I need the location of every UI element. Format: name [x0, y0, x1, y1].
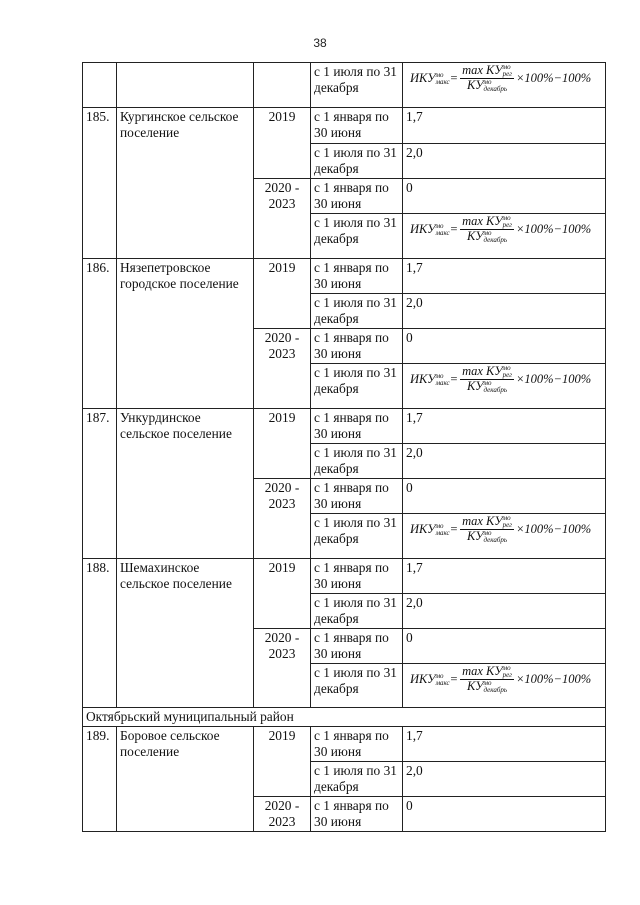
formula-tail: ×100%−100%	[515, 521, 592, 536]
year: 2019	[254, 108, 311, 179]
formula-cell	[403, 664, 606, 708]
numerator-text: max КУ	[462, 364, 503, 378]
period: с 1 января по 30 июня	[311, 179, 403, 214]
value: 0	[403, 629, 606, 664]
formula	[406, 365, 602, 394]
formula-denominator	[465, 530, 509, 544]
numerator-text: max КУ	[462, 664, 503, 678]
settlement-name: Шемахинское сельское поселение	[117, 559, 254, 708]
cell-year	[254, 63, 311, 108]
sup-sub	[436, 523, 450, 537]
period: с 1 января по 30 июня	[311, 108, 403, 144]
table-row	[83, 108, 606, 144]
value: 0	[403, 179, 606, 214]
period: с 1 января по 30 июня	[311, 479, 403, 514]
formula-numerator	[460, 64, 514, 79]
formula-tail: ×100%−100%	[515, 221, 592, 236]
formula-fraction	[460, 215, 514, 244]
period: с 1 января по 30 июня	[311, 559, 403, 594]
year: 2019	[254, 259, 311, 329]
year: 2019	[254, 409, 311, 479]
formula-eq: =	[449, 221, 459, 236]
formula	[406, 64, 602, 93]
sup-sub	[503, 515, 512, 529]
formula-cell	[403, 514, 606, 559]
period: с 1 января по 30 июня	[311, 727, 403, 762]
sup-sub	[436, 72, 450, 86]
cell-period: с 1 июля по 31 декабря	[311, 63, 403, 108]
formula-eq: =	[449, 521, 459, 536]
subscript: декабрь	[483, 236, 508, 245]
superscript: мо	[502, 214, 511, 223]
formula-fraction	[460, 665, 514, 694]
sup-sub	[503, 64, 512, 78]
formula-cell	[403, 63, 606, 108]
period: с 1 января по 30 июня	[311, 629, 403, 664]
sup-sub	[436, 373, 450, 387]
value: 1,7	[403, 559, 606, 594]
sup-sub	[503, 215, 512, 229]
subscript: макс	[435, 378, 450, 387]
formula-cell	[403, 364, 606, 409]
formula-numerator	[460, 365, 514, 380]
formula-lhs: ИКУ	[410, 70, 436, 85]
subscript: макс	[435, 678, 450, 687]
subscript: декабрь	[483, 536, 508, 545]
formula-denominator	[465, 230, 509, 244]
value: 2,0	[403, 144, 606, 179]
value: 0	[403, 329, 606, 364]
period: с 1 июля по 31 декабря	[311, 144, 403, 179]
formula-numerator	[460, 515, 514, 530]
table-row	[83, 63, 606, 108]
formula-eq: =	[449, 70, 459, 85]
formula	[406, 515, 602, 544]
period: с 1 июля по 31 декабря	[311, 214, 403, 259]
superscript: мо	[483, 679, 492, 688]
period: с 1 июля по 31 декабря	[311, 364, 403, 409]
denominator-text: КУ	[466, 229, 484, 244]
period: с 1 января по 30 июня	[311, 259, 403, 294]
formula-eq: =	[449, 671, 459, 686]
formula	[406, 215, 602, 244]
subscript: рег	[502, 371, 512, 380]
region-header: Октябрьский муниципальный район	[83, 708, 606, 727]
sup-sub	[484, 380, 508, 394]
sup-sub	[484, 680, 508, 694]
formula-tail: ×100%−100%	[515, 70, 592, 85]
subscript: макс	[435, 77, 450, 86]
period: с 1 июля по 31 декабря	[311, 444, 403, 479]
formula-cell	[403, 214, 606, 259]
value: 1,7	[403, 259, 606, 294]
formula-denominator	[465, 380, 509, 394]
sup-sub	[503, 365, 512, 379]
denominator-text: КУ	[466, 379, 484, 394]
table-row	[83, 708, 606, 727]
value: 0	[403, 797, 606, 832]
year: 2020 - 2023	[254, 179, 311, 259]
period: с 1 июля по 31 декабря	[311, 514, 403, 559]
settlement-number: 185.	[83, 108, 117, 259]
formula	[406, 665, 602, 694]
superscript: мо	[435, 221, 444, 230]
superscript: мо	[483, 379, 492, 388]
superscript: мо	[502, 63, 511, 72]
superscript: мо	[435, 521, 444, 530]
superscript: мо	[483, 529, 492, 538]
settlement-number: 189.	[83, 727, 117, 832]
sup-sub	[436, 223, 450, 237]
value: 0	[403, 479, 606, 514]
subscript: рег	[502, 70, 512, 79]
cell-name	[117, 63, 254, 108]
sup-sub	[436, 673, 450, 687]
sup-sub	[484, 79, 508, 93]
superscript: мо	[502, 664, 511, 673]
formula-numerator	[460, 665, 514, 680]
numerator-text: max КУ	[462, 214, 503, 228]
subscript: рег	[502, 221, 512, 230]
value: 2,0	[403, 594, 606, 629]
settlement-name: Боровое сельское поселение	[117, 727, 254, 832]
subscript: декабрь	[483, 386, 508, 395]
year: 2020 - 2023	[254, 797, 311, 832]
formula-fraction	[460, 365, 514, 394]
subscript: декабрь	[483, 686, 508, 695]
period: с 1 июля по 31 декабря	[311, 762, 403, 797]
formula-denominator	[465, 680, 509, 694]
denominator-text: КУ	[466, 529, 484, 544]
value: 2,0	[403, 294, 606, 329]
period: с 1 января по 30 июня	[311, 797, 403, 832]
period: с 1 января по 30 июня	[311, 409, 403, 444]
formula-denominator	[465, 79, 509, 93]
subscript: макс	[435, 228, 450, 237]
year: 2019	[254, 727, 311, 797]
settlement-name: Нязепетровское городское поселение	[117, 259, 254, 409]
superscript: мо	[435, 671, 444, 680]
denominator-text: КУ	[466, 78, 484, 93]
subscript: макс	[435, 528, 450, 537]
settlement-name: Кургинское сельское поселение	[117, 108, 254, 259]
superscript: мо	[502, 364, 511, 373]
formula-fraction	[460, 515, 514, 544]
value: 2,0	[403, 762, 606, 797]
sup-sub	[503, 665, 512, 679]
sup-sub	[484, 230, 508, 244]
formula-tail: ×100%−100%	[515, 371, 592, 386]
formula-numerator	[460, 215, 514, 230]
settlement-number: 188.	[83, 559, 117, 708]
numerator-text: max КУ	[462, 63, 503, 77]
subscript: рег	[502, 671, 512, 680]
formula-lhs: ИКУ	[410, 371, 436, 386]
period: с 1 января по 30 июня	[311, 329, 403, 364]
tariff-table	[82, 62, 606, 832]
value: 1,7	[403, 409, 606, 444]
year: 2020 - 2023	[254, 479, 311, 559]
denominator-text: КУ	[466, 679, 484, 694]
subscript: рег	[502, 521, 512, 530]
superscript: мо	[483, 229, 492, 238]
year: 2019	[254, 559, 311, 629]
formula-eq: =	[449, 371, 459, 386]
period: с 1 июля по 31 декабря	[311, 594, 403, 629]
formula-tail: ×100%−100%	[515, 671, 592, 686]
sup-sub	[484, 530, 508, 544]
superscript: мо	[435, 70, 444, 79]
superscript: мо	[435, 371, 444, 380]
year: 2020 - 2023	[254, 329, 311, 409]
value: 1,7	[403, 727, 606, 762]
superscript: мо	[483, 78, 492, 87]
formula-lhs: ИКУ	[410, 521, 436, 536]
year: 2020 - 2023	[254, 629, 311, 708]
formula-lhs: ИКУ	[410, 221, 436, 236]
value: 2,0	[403, 444, 606, 479]
value: 1,7	[403, 108, 606, 144]
numerator-text: max КУ	[462, 514, 503, 528]
table-row	[83, 259, 606, 294]
table-row	[83, 559, 606, 594]
settlement-name: Ункурдинское сельское поселение	[117, 409, 254, 559]
formula-fraction	[460, 64, 514, 93]
superscript: мо	[502, 514, 511, 523]
period: с 1 июля по 31 декабря	[311, 664, 403, 708]
subscript: декабрь	[483, 85, 508, 94]
settlement-number: 186.	[83, 259, 117, 409]
table-row	[83, 409, 606, 444]
period: с 1 июля по 31 декабря	[311, 294, 403, 329]
page-number: 38	[313, 36, 327, 50]
formula-lhs: ИКУ	[410, 671, 436, 686]
cell-num	[83, 63, 117, 108]
table-row	[83, 727, 606, 762]
settlement-number: 187.	[83, 409, 117, 559]
